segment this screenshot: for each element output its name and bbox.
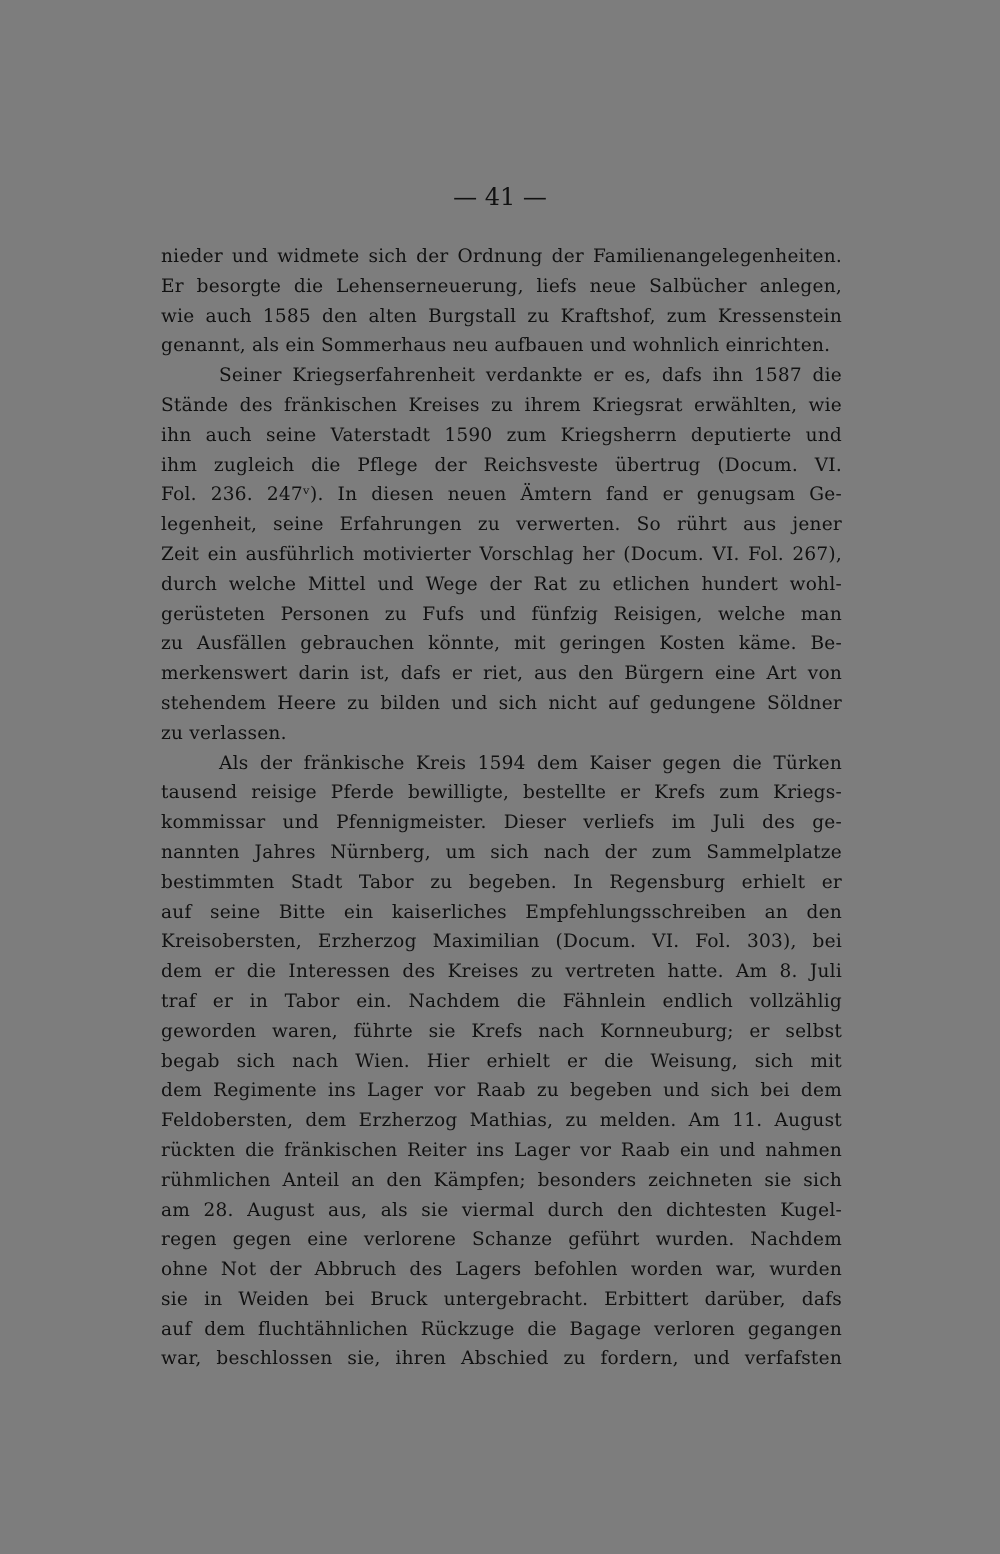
text-line: durch welche Mittel und Wege der Rat zu etlichen hundert wohl- xyxy=(161,573,842,595)
text-line: dem er die Interessen des Kreises zu vertreten hatte. Am 8. Juli xyxy=(161,961,842,983)
text-line: genannt, als ein Sommerhaus neu aufbauen und wohnlich einrichten. xyxy=(161,335,831,357)
text-line: zu verlassen. xyxy=(161,722,287,744)
body-text xyxy=(161,242,842,1374)
text-line: Er besorgte die Lehenserneuerung, liefs neue Salbücher anlegen, xyxy=(161,275,842,297)
text-line: nieder und widmete sich der Ordnung der Familienangelegenheiten. xyxy=(161,246,842,267)
text-line: auf seine Bitte ein kaiserliches Empfehlungsschreiben an den xyxy=(161,901,842,923)
text-line: legenheit, seine Erfahrungen zu verwerten. So rührt aus jener xyxy=(161,514,842,536)
text-line: Zeit ein ausführlich motivierter Vorschlag her (Docum. VI. Fol. 267), xyxy=(161,543,842,565)
text-line: stehendem Heere zu bilden und sich nicht auf gedungene Söldner xyxy=(161,692,842,714)
text-line: sie in Weiden bei Bruck untergebracht. Erbittert darüber, dafs xyxy=(161,1288,842,1310)
text-line: Stände des fränkischen Kreises zu ihrem Kriegsrat erwählten, wie xyxy=(161,394,842,416)
text-line: geworden waren, führte sie Krefs nach Kornneuburg; er selbst xyxy=(161,1020,842,1042)
text-line: ohne Not der Abbruch des Lagers befohlen worden war, wurden xyxy=(161,1259,842,1281)
text-line: Fol. 236. 247ᵛ). In diesen neuen Ämtern fand er genugsam Ge- xyxy=(161,484,842,506)
text-line: regen gegen eine verlorene Schanze geführt wurden. Nachdem xyxy=(161,1229,842,1251)
text-line: auf dem fluchtähnlichen Rückzuge die Bagage verloren gegangen xyxy=(161,1318,842,1340)
text-line: war, beschlossen sie, ihren Abschied zu fordern, und verfafsten xyxy=(161,1348,842,1370)
text-line: ihm zugleich die Pflege der Reichsveste übertrug (Docum. VI. xyxy=(161,454,842,476)
text-line: dem Regimente ins Lager vor Raab zu begeben und sich bei dem xyxy=(161,1080,842,1102)
text-line: wie auch 1585 den alten Burgstall zu Kraftshof, zum Kressenstein xyxy=(161,305,842,327)
text-line: Feldobersten, dem Erzherzog Mathias, zu melden. Am 11. August xyxy=(161,1110,842,1132)
text-line: gerüsteten Personen zu Fufs und fünfzig Reisigen, welche man xyxy=(161,603,842,625)
text-line: rühmlichen Anteil an den Kämpfen; besonders zeichneten sie sich xyxy=(161,1169,842,1191)
text-line: zu Ausfällen gebrauchen könnte, mit geringen Kosten käme. Be- xyxy=(161,633,842,655)
text-line: Seiner Kriegserfahrenheit verdankte er es, dafs ihn 1587 die xyxy=(219,365,842,387)
text-line: begab sich nach Wien. Hier erhielt er die Weisung, sich mit xyxy=(161,1050,842,1072)
text-line: traf er in Tabor ein. Nachdem die Fähnlein endlich vollzählig xyxy=(161,990,842,1012)
text-line: kommissar und Pfennigmeister. Dieser verliefs im Juli des ge- xyxy=(161,812,842,834)
text-line: Kreisobersten, Erzherzog Maximilian (Docum. VI. Fol. 303), bei xyxy=(161,931,842,953)
page-number: — 41 — xyxy=(453,183,547,211)
text-line: tausend reisige Pferde bewilligte, bestellte er Krefs zum Kriegs- xyxy=(161,782,842,804)
text-line: ihn auch seine Vaterstadt 1590 zum Kriegsherrn deputierte und xyxy=(161,424,842,446)
text-line: rückten die fränkischen Reiter ins Lager vor Raab ein und nahmen xyxy=(161,1139,842,1161)
text-line: merkenswert darin ist, dafs er riet, aus den Bürgern eine Art von xyxy=(161,663,842,685)
text-line: Als der fränkische Kreis 1594 dem Kaiser gegen die Türken xyxy=(219,752,842,774)
text-line: nannten Jahres Nürnberg, um sich nach der zum Sammelplatze xyxy=(161,841,842,863)
text-line: am 28. August aus, als sie viermal durch den dichtesten Kugel- xyxy=(161,1199,842,1221)
text-line: bestimmten Stadt Tabor zu begeben. In Regensburg erhielt er xyxy=(161,871,842,893)
